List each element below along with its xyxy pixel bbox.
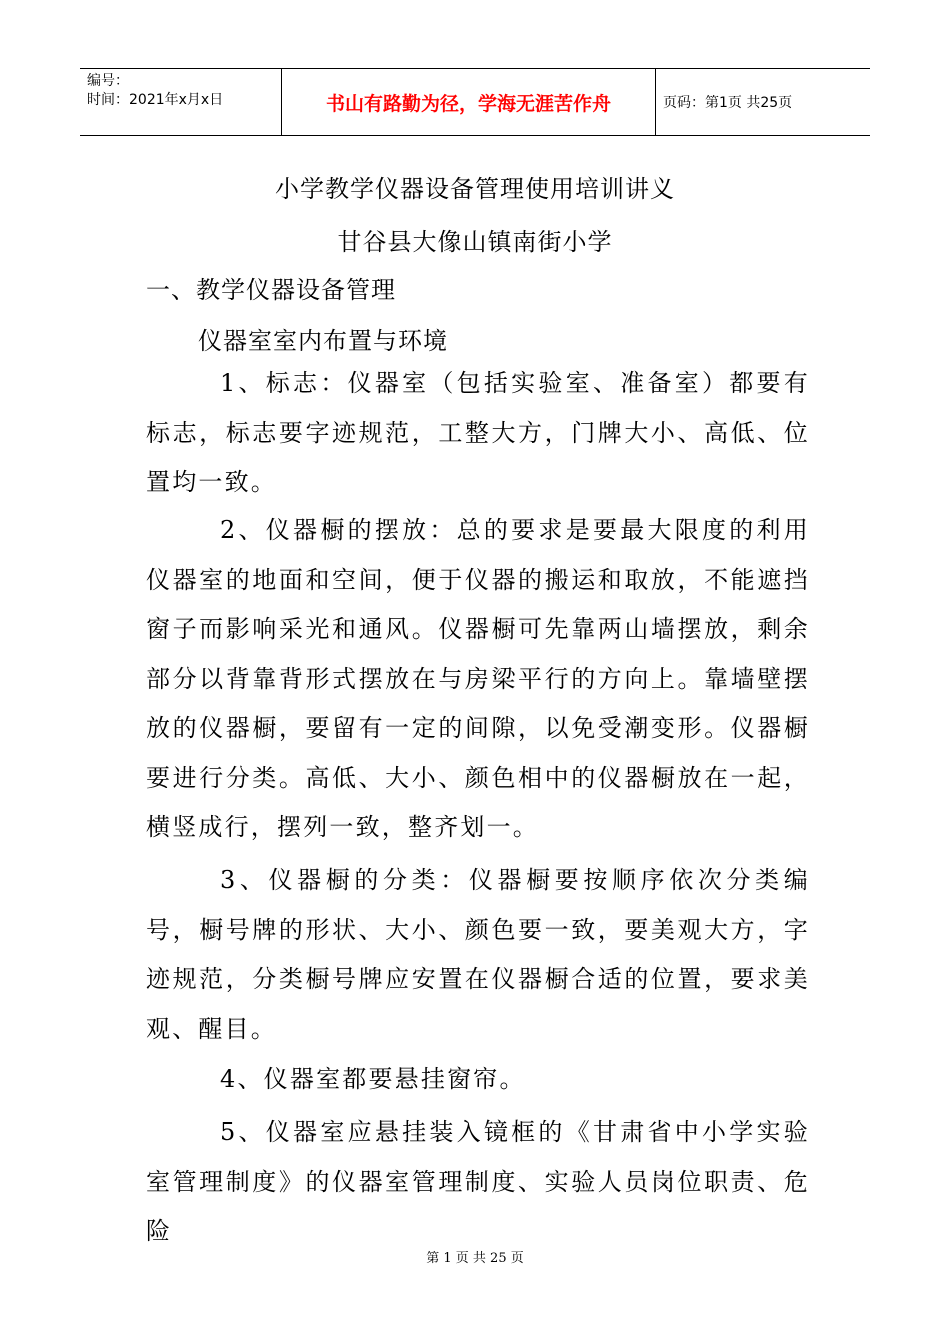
header-page-cell (656, 69, 870, 135)
motto-text: 书山有路勤为径，学海无涯苦作舟 (325, 92, 611, 115)
paragraph-3: 3、仪器橱的分类：仪器橱要按顺序依次分类编号，橱号牌的形状、大小、颜色要一致，要美观大方，字迹规范，分类橱号牌应安置在仪器橱合适的位置，要求美观、醒目。 (146, 866, 810, 1043)
number-label: 编号： (87, 73, 129, 89)
subsection-heading: 仪器室室内布置与环境 (198, 327, 448, 355)
document-title: 小学教学仪器设备管理使用培训讲义 (275, 175, 675, 203)
header-meta-cell (80, 69, 282, 135)
document-header (80, 68, 870, 136)
header-motto-cell (282, 69, 656, 135)
page-info: 页码：第1页 共25页 (663, 95, 793, 111)
paragraph-5: 5、仪器室应悬挂装入镜框的《甘肃省中小学实验室管理制度》的仪器室管理制度、实验人员岗位职责、危险 (146, 1118, 810, 1245)
section-heading: 一、教学仪器设备管理 (146, 276, 396, 304)
page-footer: 第 1 页 共 25 页 (426, 1251, 524, 1266)
time-label: 时间：2021年x月x日 (87, 92, 224, 108)
paragraph-2: 2、仪器橱的摆放：总的要求是要最大限度的利用仪器室的地面和空间，便于仪器的搬运和取放，不能遮挡窗子而影响采光和通风。仪器橱可先靠两山墙摆放，剩余部分以背靠背形式摆放在与房梁平行的方向上。靠墙壁摆放的仪器橱，要留有一定的间隙，以免受潮变形。仪器橱要进行分类。高低、大小、颜色相中的仪器橱放在一起，横竖成行，摆列一致，整齐划一。 (146, 516, 810, 841)
document-subtitle: 甘谷县大像山镇南街小学 (337, 228, 613, 256)
paragraph-1: 1、标志：仪器室（包括实验室、准备室）都要有标志，标志要字迹规范，工整大方，门牌大小、高低、位置均一致。 (146, 369, 810, 496)
paragraph-4: 4、仪器室都要悬挂窗帘。 (220, 1065, 526, 1093)
